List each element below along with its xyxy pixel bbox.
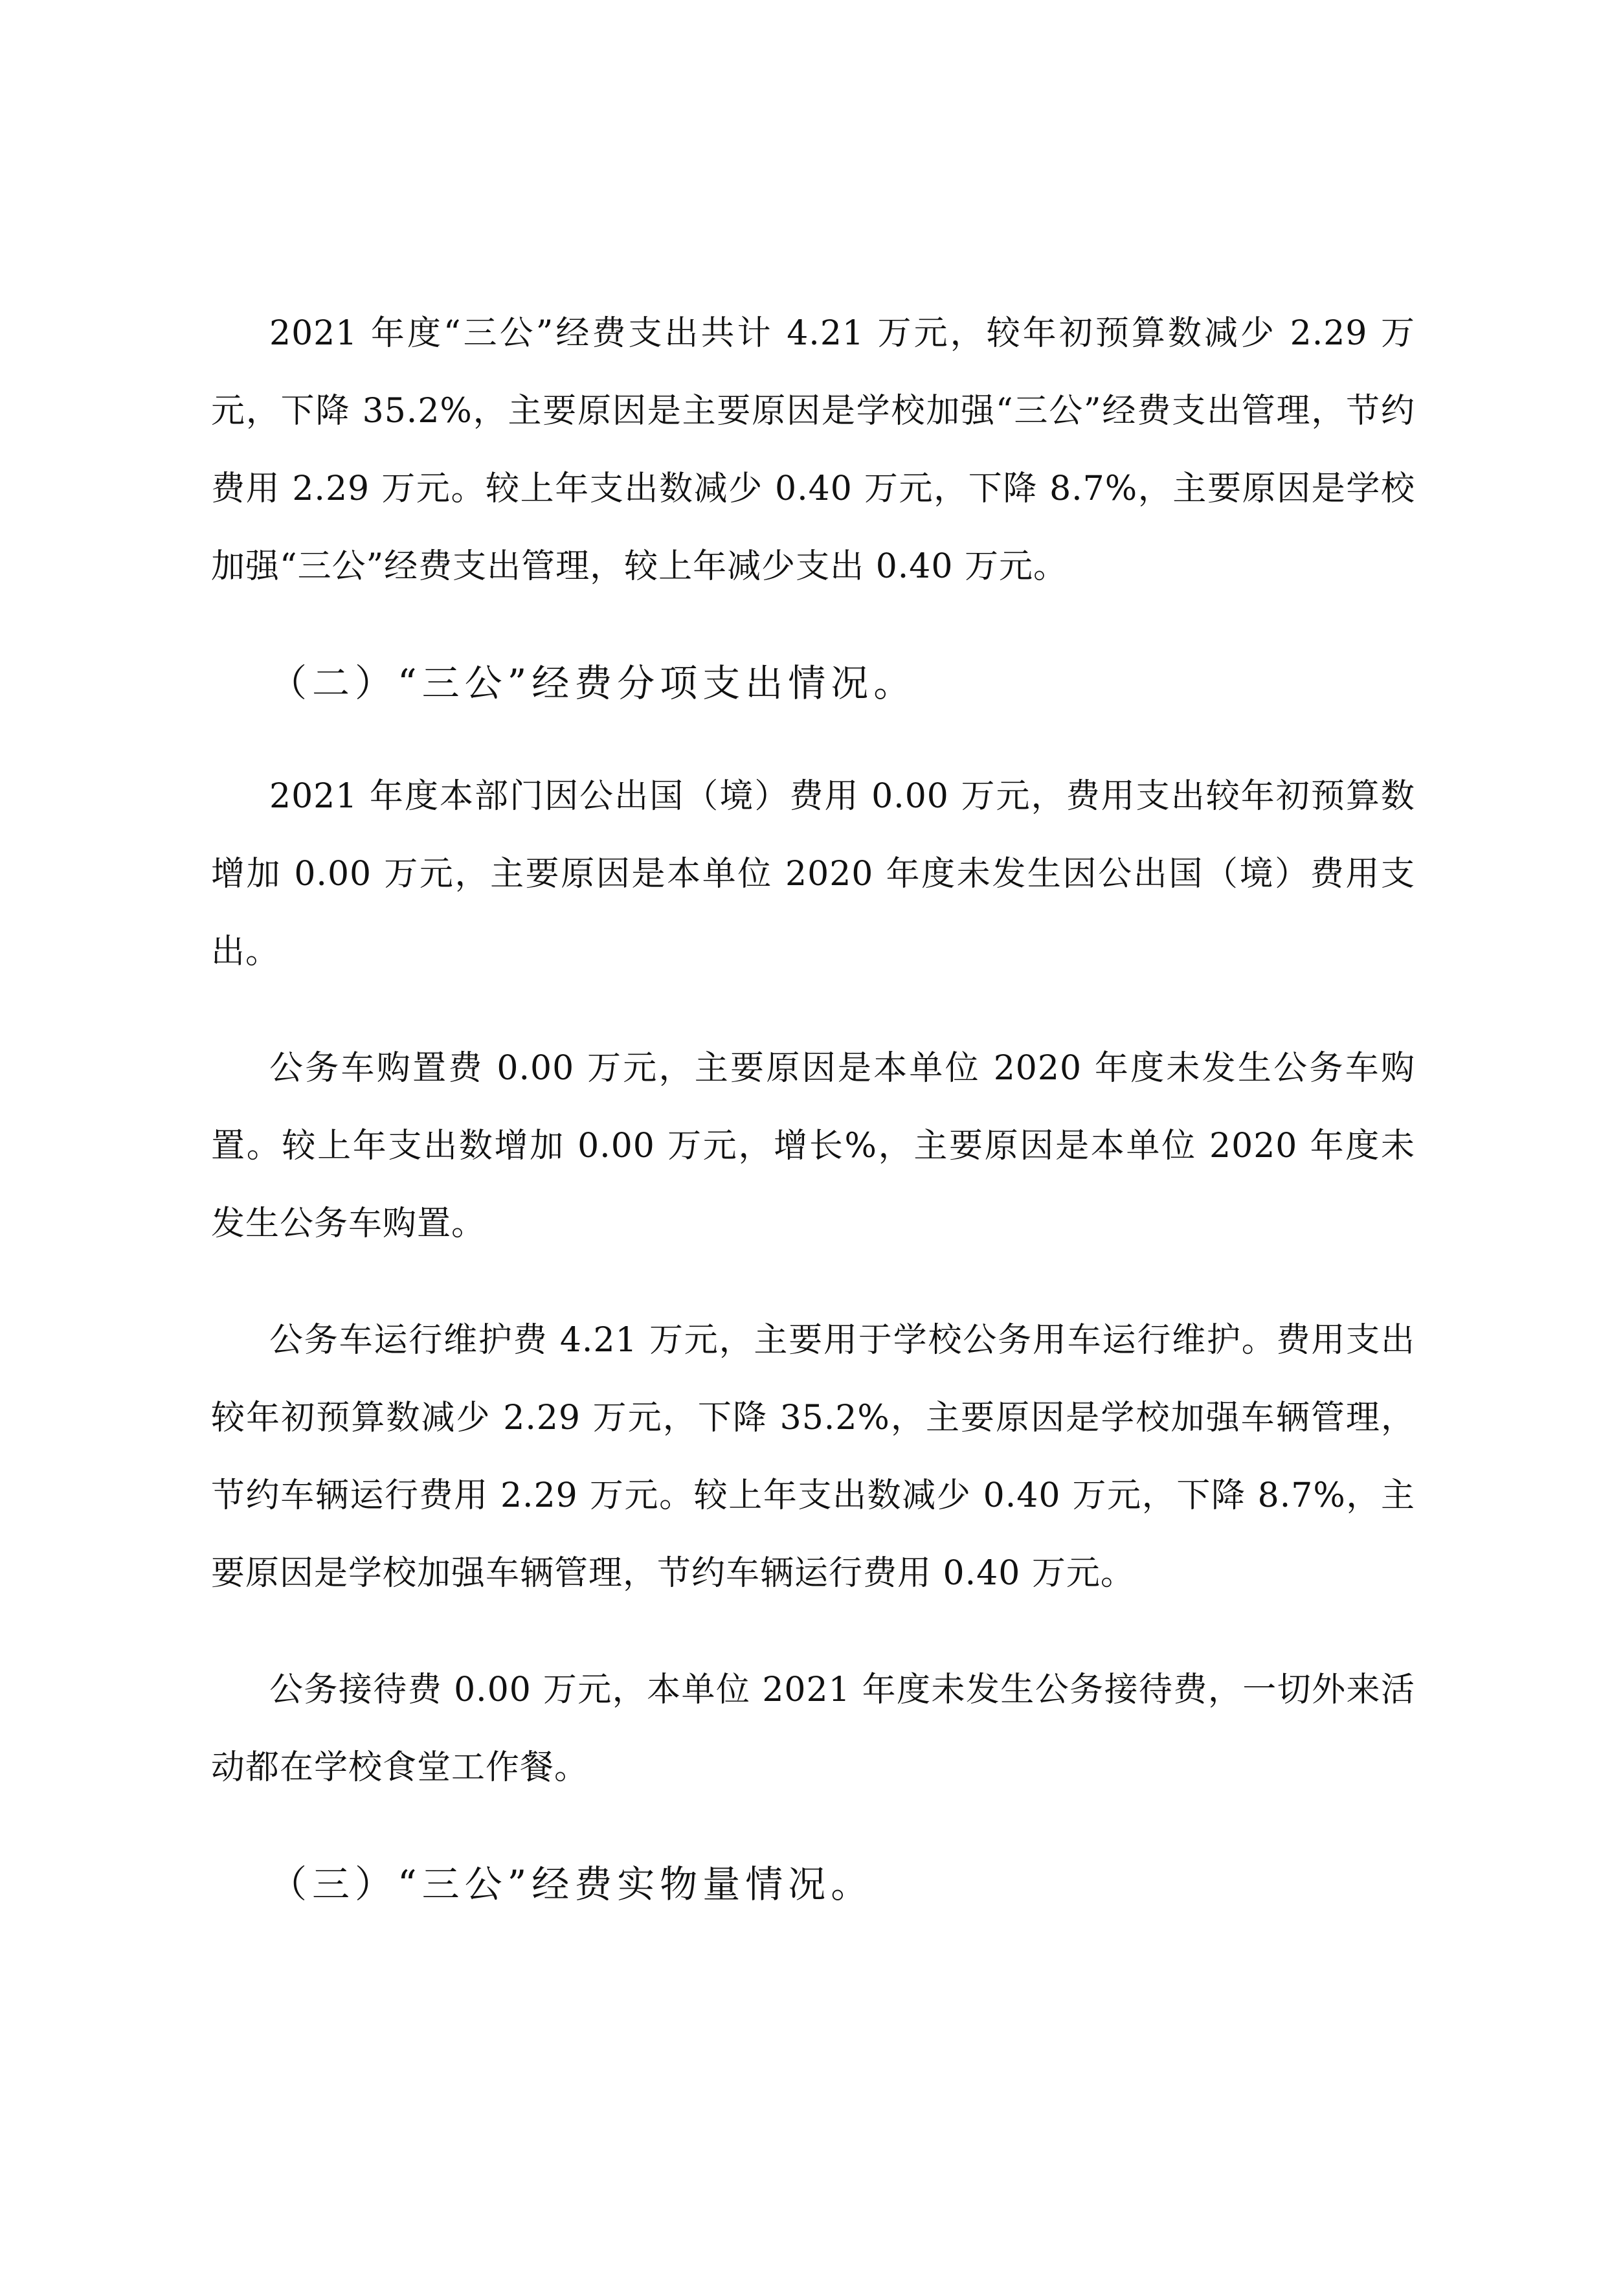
paragraph-vehicle-purchase: 公务车购置费 0.00 万元，主要原因是本单位 2020 年度未发生公务车购置。较上年支出数增加 0.00 万元，增长%，主要原因是本单位 2020 年度未发生公务车购置。 (211, 1049, 1415, 1243)
document-body (211, 295, 1415, 1923)
paragraph-overseas-travel: 2021 年度本部门因公出国（境）费用 0.00 万元，费用支出较年初预算数增加 0.00 万元，主要原因是本单位 2020 年度未发生因公出国（境）费用支出。 (211, 777, 1415, 971)
paragraph-total-expenditure: 2021 年度“三公”经费支出共计 4.21 万元，较年初预算数减少 2.29 万元，下降 35.2%，主要原因是主要原因是学校加强“三公”经费支出管理，节约费用 2.29 万元。较上年支出数减少 0.40 万元，下降 8.7%，主要原因是学校加强“三公”经费支出管理，较上年减少支出 0.40 万元。 (211, 314, 1415, 586)
section-heading-physical-quantity: （三）“三公”经费实物量情况。 (269, 1862, 874, 1906)
section-heading-itemized-expenditure: （二）“三公”经费分项支出情况。 (269, 661, 917, 705)
paragraph-official-reception: 公务接待费 0.00 万元，本单位 2021 年度未发生公务接待费，一切外来活动都在学校食堂工作餐。 (211, 1671, 1415, 1787)
paragraph-vehicle-maintenance: 公务车运行维护费 4.21 万元，主要用于学校公务用车运行维护。费用支出较年初预算数减少 2.29 万元，下降 35.2%，主要原因是学校加强车辆管理，节约车辆运行费用 2.29 万元。较上年支出数减少 0.40 万元，下降 8.7%，主要原因是学校加强车辆管理，节约车辆运行费用 0.40 万元。 (211, 1321, 1415, 1593)
